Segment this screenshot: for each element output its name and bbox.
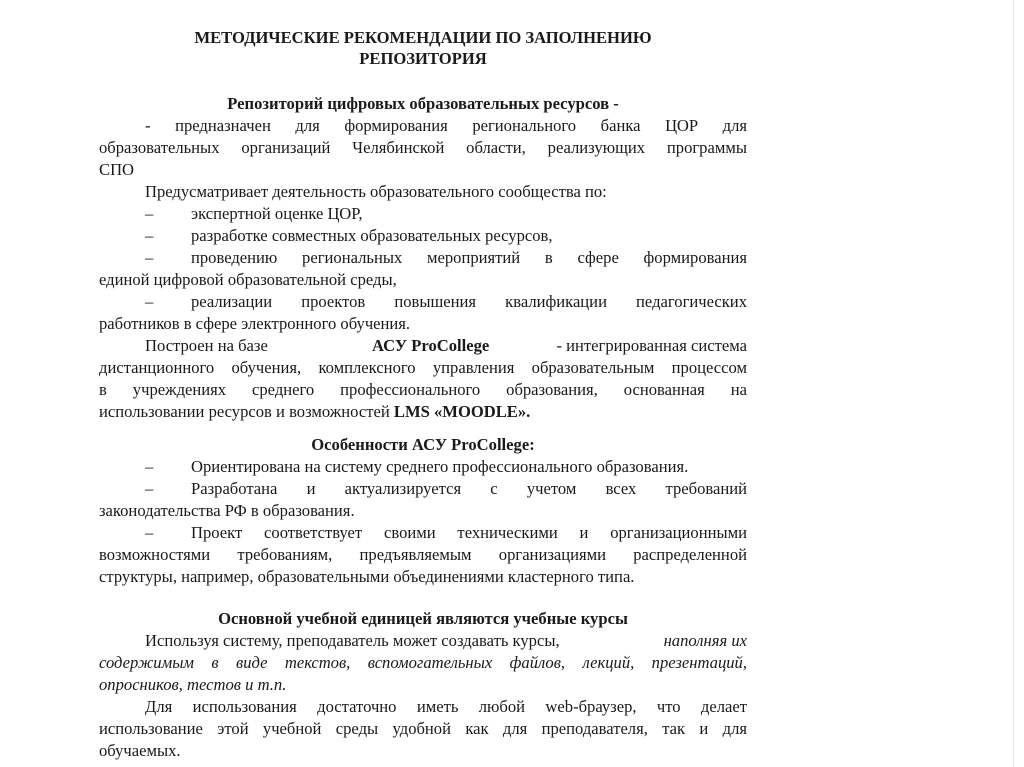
list-item-text: Разработана и актуализируется с учетом всех требований [191, 479, 747, 498]
list-item-continuation: структуры, например, образовательными объединениями кластерного типа. [99, 567, 635, 586]
para-text: - интегрированная система [556, 336, 747, 355]
dash-marker: – [145, 523, 154, 542]
moodle-name: LMS «MOODLE». [393, 402, 531, 421]
section1-line-3: СПО [99, 160, 135, 179]
list-item-continuation: законодательства РФ в образования. [99, 501, 355, 520]
para-text: Используя систему, преподаватель может создавать курсы, [145, 631, 560, 650]
list-item-text: разработке совместных образовательных ресурсов, [191, 226, 553, 245]
procollege-paragraph-line-2: дистанционного обучения, комплексного управления образовательным процессом [99, 358, 747, 377]
section1-line-1: - предназначен для формирования регионального банка ЦОР для [145, 116, 747, 135]
list-item-continuation: единой цифровой образовательной среды, [99, 270, 397, 289]
list-item-text: проведению региональных мероприятий в сфере формирования [191, 248, 747, 267]
section2-heading: Особенности АСУ ProCollege: [311, 435, 535, 454]
list-item-text: реализации проектов повышения квалификации педагогических [191, 292, 747, 311]
dash-marker: – [145, 248, 154, 267]
section1-heading: Репозиторий цифровых образовательных ресурсов - [227, 94, 619, 113]
section3-heading: Основной учебной единицей являются учебные курсы [218, 609, 628, 628]
dash-marker: – [145, 204, 154, 223]
browser-paragraph-line-3: обучаемых. [99, 741, 181, 760]
section1-line-2: образовательных организаций Челябинской области, реализующих программы [99, 138, 747, 157]
procollege-name: АСУ ProCollege [372, 336, 490, 355]
procollege-paragraph-line-4 [99, 401, 747, 423]
dash-marker: – [145, 457, 154, 476]
list-item-text: Проект соответствует своими техническими и организационными [191, 523, 747, 542]
dash-marker: – [145, 292, 154, 311]
list-item-continuation: возможностями требованиям, предъявляемым организациями распределенной [99, 545, 747, 564]
courses-paragraph-line-2: содержимым в виде текстов, вспомогательных файлов, лекций, презентаций, [99, 653, 747, 672]
section1-intro: Предусматривает деятельность образовательного сообщества по: [145, 182, 607, 201]
browser-paragraph-line-2: использование этой учебной среды удобной как для преподавателя, так и для [99, 719, 747, 738]
courses-paragraph-line-1 [145, 630, 747, 652]
dash-marker: – [145, 226, 154, 245]
list-item-continuation: работников в сфере электронного обучения. [99, 314, 411, 333]
title-line-2: РЕПОЗИТОРИЯ [359, 49, 487, 68]
list-item-text: экспертной оценке ЦОР, [191, 204, 363, 223]
list-item-text: Ориентирована на систему среднего профессионального образования. [191, 457, 689, 476]
page-edge [1013, 0, 1014, 767]
courses-paragraph-line-3: опросников, тестов и т.п. [99, 675, 287, 694]
title-line-1: МЕТОДИЧЕСКИЕ РЕКОМЕНДАЦИИ ПО ЗАПОЛНЕНИЮ [194, 28, 652, 47]
para-text: использовании ресурсов и возможностей [99, 402, 390, 421]
dash-marker: – [145, 479, 154, 498]
procollege-paragraph-line-1 [145, 335, 747, 357]
procollege-paragraph-line-3: в учреждениях среднего профессионального образования, основанная на [99, 380, 747, 399]
browser-paragraph-line-1: Для использования достаточно иметь любой web-браузер, что делает [145, 697, 747, 716]
para-text: Построен на базе [145, 336, 268, 355]
para-italic: наполняя их [663, 631, 747, 650]
